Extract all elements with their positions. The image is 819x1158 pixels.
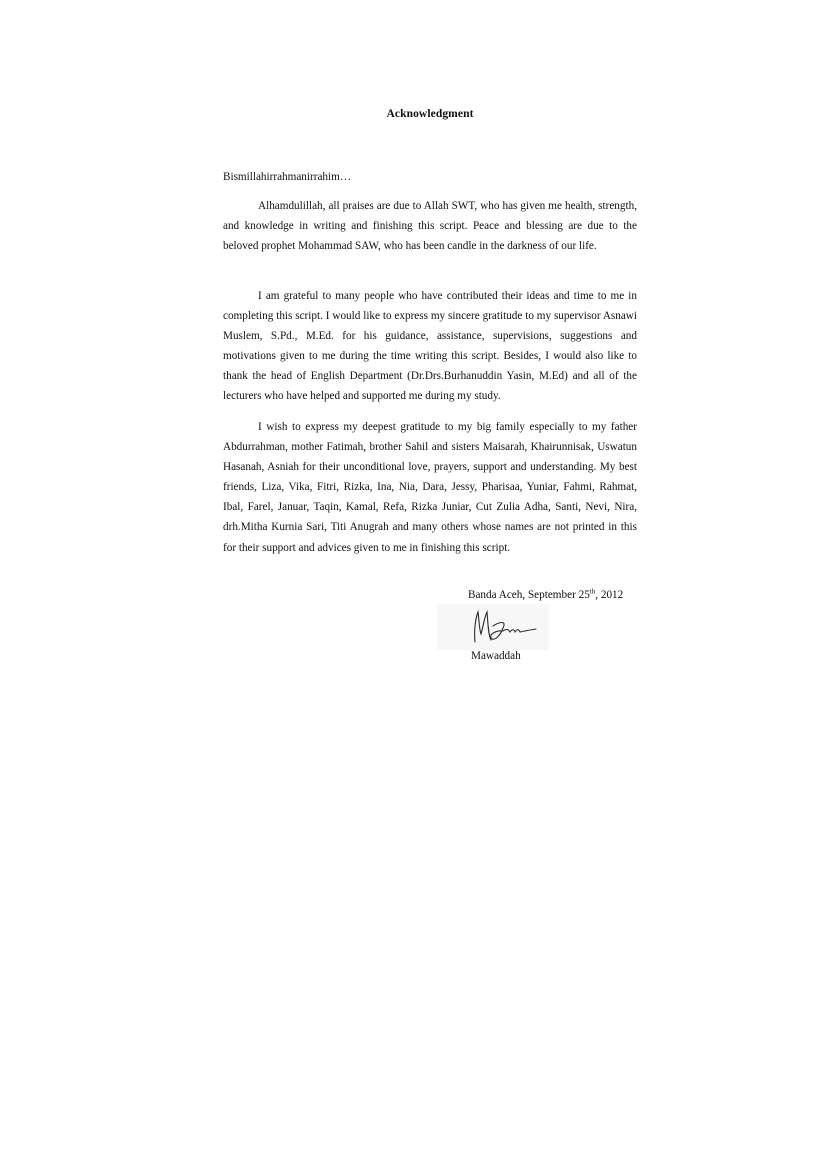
paragraph-text: I am grateful to many people who have contributed their ideas and time to me in completing this script. I would like to express my sincere gratitude to my supervisor Asnawi Muslem, S.Pd., M.Ed. for his guidance, assistance, supervisions, suggestions and motivations given to me during the time writing this script. Besides, I would also like to thank the head of English Department (Dr.Drs.Burhanuddin Yasin, M.Ed) and all of the lecturers who have helped and supported me during my study. [223,290,637,403]
page-title: Acknowledgment [386,108,474,120]
opening-line: Bismillahirrahmanirrahim… [223,171,352,183]
ordinal-suffix: th [589,587,596,596]
signature-icon [437,604,549,650]
place-date-text: Banda Aceh, September 25 [468,589,590,601]
paragraph-text: Alhamdulillah, all praises are due to Allah SWT, who has given me health, strength, and knowledge in writing and finishing this script. Peace and blessing are due to the beloved prophet Mohammad SAW, who has been candle in the darkness of our life. [223,200,637,253]
signer-name: Mawaddah [471,650,521,662]
paragraph-3 [223,417,637,558]
paragraph-1 [223,196,637,256]
paragraph-2 [223,286,637,407]
place-and-date [468,589,623,601]
place-date-year: , 2012 [595,589,624,601]
paragraph-text: I wish to express my deepest gratitude to my big family especially to my father Abdurrahman, mother Fatimah, brother Sahil and sisters Maisarah, Khairunnisak, Uswatun Hasanah, Asniah for their unconditional love, prayers, support and understanding. My best friends, Liza, Vika, Fitri, Rizka, Ina, Nia, Dara, Jessy, Pharisaa, Yuniar, Fahmi, Rahmat, Ibal, Farel, Januar, Taqin, Kamal, Refa, Rizka Juniar, Cut Zulia Adha, Santi, Nevi, Nira, drh.Mitha Kurnia Sari, Titi Anugrah and many others whose names are not printed in this for their support and advices given to me in finishing this script. [223,421,637,554]
